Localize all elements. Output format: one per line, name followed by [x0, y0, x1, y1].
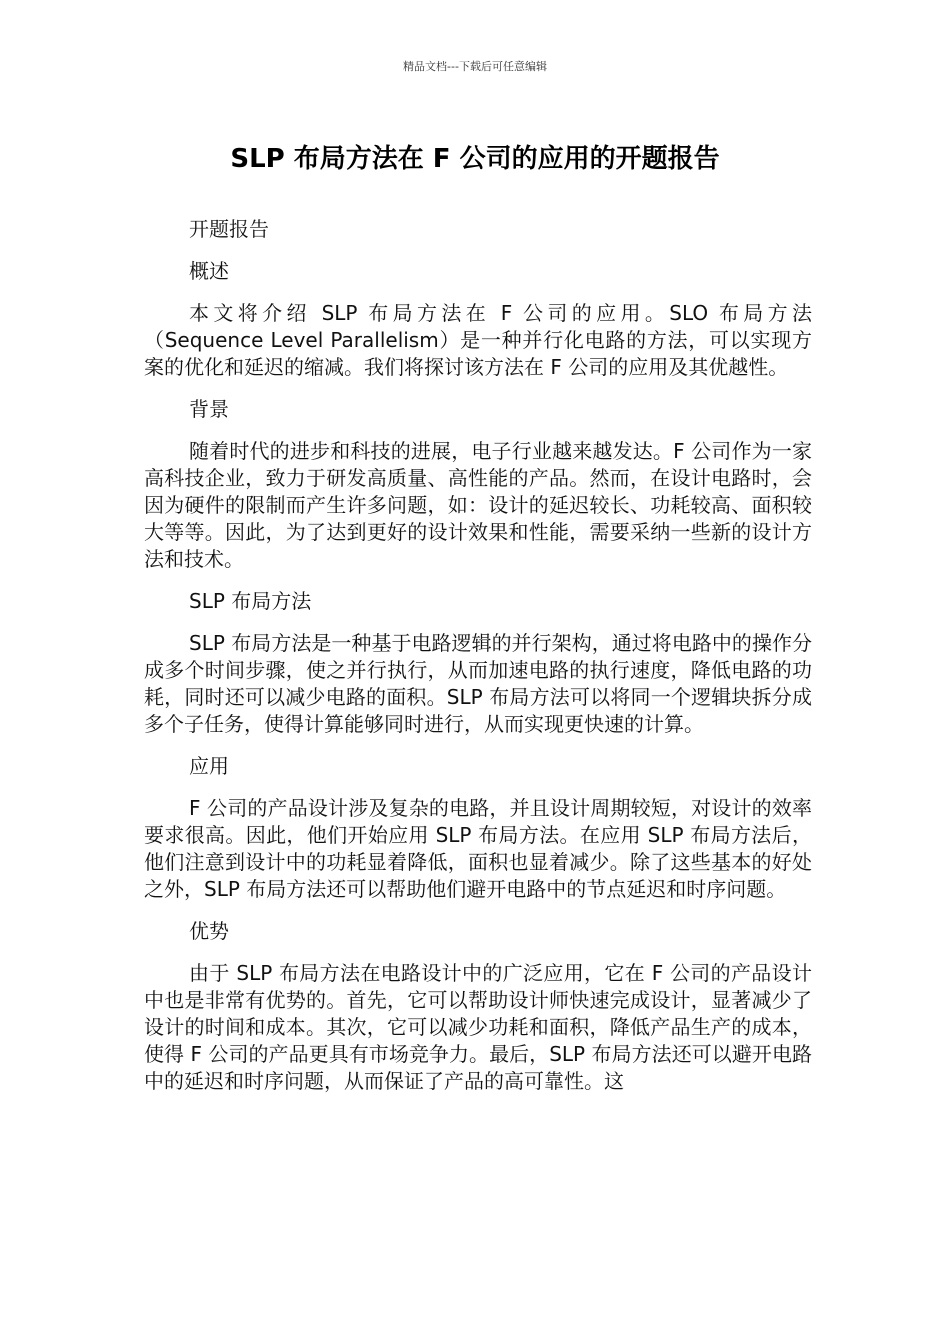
document-title: SLP 布局方法在 F 公司的应用的开题报告 [230, 144, 720, 174]
paragraph-application: F 公司的产品设计涉及复杂的电路，并且设计周期较短，对设计的效率要求很高。因此，他们开始应用 SLP 布局方法。在应用 SLP 布局方法后，他们注意到设计中的功耗显着降低，面积也显着减少。除了这些基本的好处之外，SLP 布局方法还可以帮助他们避开电路中的节点延迟和时序问题。 [144, 796, 812, 901]
section-heading-application: 应用 [189, 754, 229, 778]
paragraph-advantages: 由于 SLP 布局方法在电路设计中的广泛应用，它在 F 公司的产品设计中也是非常有优势的。首先，它可以帮助设计师快速完成设计，显著减少了设计的时间和成本。其次，它可以减少功耗和面积，降低产品生产的成本，使得 F 公司的产品更具有市场竞争力。最后，SLP 布局方法还可以避开电路中的延迟和时序问题，从而保证了产品的高可靠性。这 [144, 961, 812, 1093]
section-heading-slp-method: SLP 布局方法 [189, 589, 312, 613]
section-heading-background: 背景 [189, 397, 229, 421]
section-heading-overview: 概述 [189, 259, 229, 283]
document-body [144, 216, 812, 1110]
section-heading-advantages: 优势 [189, 919, 229, 943]
paragraph-overview: 本文将介绍 SLP 布局方法在 F 公司的应用。SLO 布局方法（Sequence Level Parallelism）是一种并行化电路的方法，可以实现方案的优化和延迟的缩减。我们将探讨该方法在 F 公司的应用及其优越性。 [144, 301, 812, 379]
paragraph-slp-method: SLP 布局方法是一种基于电路逻辑的并行架构，通过将电路中的操作分成多个时间步骤，使之并行执行，从而加速电路的执行速度，降低电路的功耗，同时还可以减少电路的面积。SLP 布局方法可以将同一个逻辑块拆分成多个子任务，使得计算能够同时进行，从而实现更快速的计算。 [144, 631, 812, 736]
paragraph-background: 随着时代的进步和科技的进展，电子行业越来越发达。F 公司作为一家高科技企业，致力于研发高质量、高性能的产品。然而，在设计电路时，会因为硬件的限制而产生许多问题，如：设计的延迟较长、功耗较高、面积较大等等。因此，为了达到更好的设计效果和性能，需要采纳一些新的设计方法和技术。 [144, 439, 812, 571]
header-note: 精品文档---下载后可任意编辑 [403, 60, 547, 73]
section-heading-report: 开题报告 [189, 217, 269, 241]
